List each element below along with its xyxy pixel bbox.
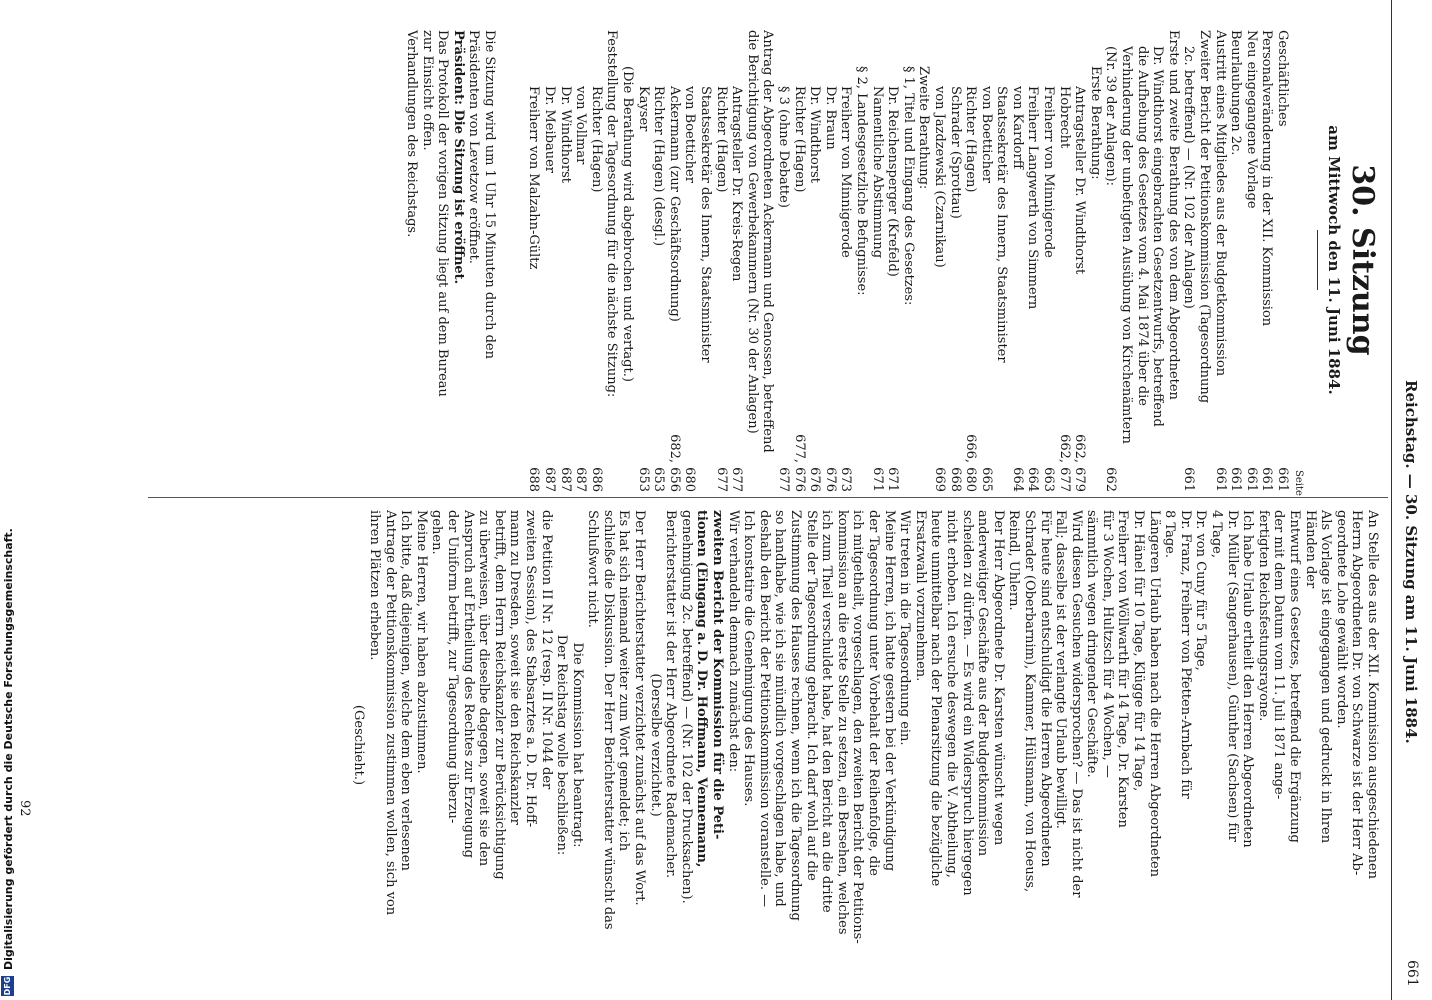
toc-entry-page: 653 xyxy=(651,467,667,492)
text-line: Dr. Franz, Freiherr von Pfetten-Arnbach für xyxy=(1177,510,1193,799)
toc-entry-page: 664 xyxy=(1009,467,1025,492)
text-line: anderweitiger Geschäfte aus der Budgetkommission xyxy=(975,510,991,857)
right-column-body xyxy=(351,510,1380,980)
toc-entry xyxy=(619,30,635,492)
toc-entry xyxy=(635,30,651,492)
toc-entry-page: 677, 676 xyxy=(791,434,807,492)
text-line: Ich habe Urlaub ertheilt den Herren Abgeordneten xyxy=(1240,510,1256,848)
toc-entry-text: Personalveränderung in der XII. Kommission xyxy=(1259,30,1275,327)
toc-entry-page: 662, 679 xyxy=(1072,434,1088,492)
toc-entry-text: Richter (Hagen) (desgl.) xyxy=(651,86,667,247)
toc-entry xyxy=(775,30,791,492)
text-line: heute unmittelbar nach der Plenarsitzung die bezügliche xyxy=(928,510,944,887)
toc-entry xyxy=(682,30,698,492)
text-line: ihren Plätzen erheben. xyxy=(367,510,382,661)
toc-entry xyxy=(697,30,713,492)
text-line: Meine Herren, ich hatte gestern bei der Verkündigung xyxy=(881,510,897,872)
toc-entry xyxy=(1243,30,1259,492)
column-divider xyxy=(148,497,1388,498)
toc-entry xyxy=(1228,30,1244,492)
toc-entry-page: 661 xyxy=(1243,467,1259,492)
text-line: scheiden zu dürfen. — Es wird ein Widerspruch hiergegen xyxy=(959,510,975,896)
text-line: ich zum Theil verschuldet habe, hat den Bericht an die dritte xyxy=(819,510,835,913)
toc-entry xyxy=(573,30,589,492)
toc-entry-page: 668 xyxy=(947,467,963,492)
text-line: Ersatzwahl vorzunehmen. xyxy=(912,510,928,682)
toc-entry-page xyxy=(1150,460,1166,492)
toc-entry-page: 676 xyxy=(807,467,823,492)
toc-entry xyxy=(713,30,729,492)
toc-entry-page: 669 xyxy=(931,467,947,492)
toc-entry-text: § 3 (ohne Debatte) xyxy=(776,86,791,208)
toc-entry-text: Schrader (Sprottau) xyxy=(947,86,963,219)
table-of-contents xyxy=(526,30,1290,492)
toc-entry-text: Richter (Hagen) xyxy=(588,86,604,193)
toc-entry-text: § 1, Titel und Eingang des Gesetzes: xyxy=(900,66,916,306)
text-line: der mit dem Datum vom 11. Juli 1871 ange- xyxy=(1271,510,1287,800)
text-line: Ich konstatire die Genehmigung des Hauses. xyxy=(741,510,757,807)
toc-entry-page: 687 xyxy=(573,467,589,492)
toc-entry-text: Feststellung der Tagesordnung für die nächste Sitzung: xyxy=(604,30,620,398)
text-line: Stelle der Tagesordnung gebracht. Ich darf wohl auf die xyxy=(803,510,819,881)
toc-entry-page: 677 xyxy=(713,467,729,492)
toc-entry xyxy=(1165,30,1181,492)
text-line: Der Herr Berichterstatter verzichtet zunächst auf das Wort. xyxy=(632,510,648,906)
toc-entry-text: Namentliche Abstimmung xyxy=(869,86,885,259)
toc-entry-page xyxy=(1134,460,1150,492)
text-line: Schrader (Oberbarnim), Kammer, Hülsmann, von Hoeuss, xyxy=(1021,510,1037,893)
text-line: der Tagesordnung unter Vorbehalt der Reihenfolge, die xyxy=(866,510,881,876)
toc-entry-text: Richter (Hagen) xyxy=(791,86,807,193)
toc-entry xyxy=(931,30,947,492)
toc-entry-page: 664 xyxy=(1025,467,1041,492)
credit-text: Digitalisierung gefördert durch die Deutsche Forschungsgemeinschaft. xyxy=(2,528,15,970)
toc-entry-text: § 2, Landesgesetzliche Befugnisse: xyxy=(853,66,869,296)
toc-entry-text: Zweite Berathung: xyxy=(916,66,932,190)
toc-entry-text: Dr. Windthorst xyxy=(557,86,573,183)
toc-entry xyxy=(557,30,573,492)
toc-entry-text: Beurlaubungen 2c. xyxy=(1228,30,1244,156)
toc-entry-text: Freiherr von Minnigerode xyxy=(838,86,854,258)
text-line: Längeren Urlaub haben nach die Herren Abgeordneten xyxy=(1146,510,1162,878)
text-line: Entwurf eines Gesetzes, betreffend die Ergänzung xyxy=(1287,510,1303,843)
text-line: Als Vorlage ist eingegangen und gedruckt in Ihren xyxy=(1318,510,1334,844)
toc-entry-page: 661 xyxy=(1181,467,1197,492)
toc-entry-page xyxy=(1087,460,1103,492)
toc-entry xyxy=(1009,30,1025,492)
toc-entry-text: Richter (Hagen) xyxy=(713,86,729,193)
toc-entry-page: 653 xyxy=(635,467,651,492)
toc-entry-text: Staatssekretär des Innern, Staatsminister xyxy=(698,86,714,363)
text-line: Meine Herren, wir haben abzustimmen. xyxy=(413,510,429,774)
text-line: Es hat sich niemand weiter zum Wort gemeldet; ich xyxy=(616,510,632,852)
toc-entry xyxy=(1212,30,1228,492)
text-line: zweiten Session), des Stabsarztes a. D. Dr. Hoff- xyxy=(522,510,538,828)
toc-entry-text: Staatssekretär des Innern, Staatsminister xyxy=(994,86,1010,363)
text-line: Für heute sind entschuldigt die Herren Abgeordneten xyxy=(1037,510,1053,867)
toc-entry xyxy=(791,30,807,492)
toc-entry-text: Freiherr von Minnigerode xyxy=(1041,86,1057,258)
toc-entry-page: 677 xyxy=(776,467,791,492)
toc-entry-text: Antragsteller Dr. Windthorst xyxy=(1072,86,1088,275)
toc-entry xyxy=(947,30,963,492)
text-line: ich mitgetheilt, vorgeschlagen, den zweiten Bericht der Petitions- xyxy=(850,510,866,944)
toc-entry-page: 688 xyxy=(526,467,542,492)
text-line: geordnete Lohe gewählt worden. xyxy=(1333,510,1349,729)
text-line: Anspruch auf Ertheilung des Rechtes zur Erzeugung xyxy=(460,510,476,858)
text-line: genehmigung 2c. betreffend) — (Nr. 102 der Drucksachen). xyxy=(678,510,694,904)
running-head-title: Reichstag. — 30. Sitzung am 11. Juni 1884. xyxy=(1402,380,1420,744)
text-line: Antrage der Petitionskommission zustimmen wollen, sich von xyxy=(382,510,398,916)
text-line: Zustimmung des Hauses rechnen, wenn ich die Tagesordnung xyxy=(788,510,804,921)
dfg-logo: DFG xyxy=(3,976,12,996)
text-line: Fall; dasselbe ist der verlangte Urlaub bewilligt. xyxy=(1053,510,1069,829)
text-line: Freiherr von Wöllwarth für 14 Tage, Dr. Karsten xyxy=(1115,510,1131,828)
toc-entry xyxy=(853,30,869,492)
toc-entry-text: von Vollmar xyxy=(573,86,589,165)
text-line: zweiten Bericht der Kommission für die Peti- xyxy=(710,510,726,840)
toc-entry-text: Verhinderung der unbefugten Ausübung von Kirchenämtern xyxy=(1119,46,1135,444)
toc-entry-text: Erste und zweite Berathung des von dem Abgeordneten xyxy=(1165,30,1181,400)
toc-entry xyxy=(869,30,885,492)
toc-entry-page: 687 xyxy=(542,467,558,492)
text-line: Der Reichstag wolle beschließen: xyxy=(554,634,570,856)
toc-entry xyxy=(651,30,667,492)
text-line: gehen. xyxy=(429,510,445,555)
text-line: Dr. Hänel für 10 Tage, Klügge für 14 Tage, xyxy=(1131,510,1147,792)
text-line: betrifft, dem Herrn Reichskanzler zur Berücksichtigung xyxy=(491,510,507,880)
toc-entry xyxy=(900,30,916,492)
text-line: 4 Tage, xyxy=(1209,510,1225,558)
toc-entry-text: Kayser xyxy=(635,86,651,132)
text-line: Dr. Müller (Sangerhausen), Günther (Sachsen) für xyxy=(1224,510,1240,842)
toc-entry-page xyxy=(604,460,620,492)
toc-entry-text: Austritt eines Mitgliedes aus der Budgetkommission xyxy=(1212,30,1228,377)
toc-entry xyxy=(1181,30,1197,492)
text-line: kommission an die erste Stelle zu setzen, ein Bersehen, welches xyxy=(834,510,850,935)
toc-entry xyxy=(916,30,932,492)
toc-entry-text: Dr. Meibauer xyxy=(542,86,558,173)
session-number: 30. Sitzung xyxy=(1345,164,1380,356)
toc-entry-text: von Boetticher xyxy=(978,86,994,183)
text-line: Dr. von Cuny für 5 Tage, xyxy=(1193,510,1209,671)
toc-entry-page: 680 xyxy=(682,467,698,492)
toc-entry-text: 2c. betreffend) — (Nr. 102 der Anlagen) xyxy=(1181,46,1197,309)
digitization-credit xyxy=(0,0,18,1000)
toc-entry-page: 665 xyxy=(978,467,994,492)
toc-entry-page: 686 xyxy=(588,467,604,492)
toc-entry-page: 661 xyxy=(1212,467,1228,492)
toc-entry xyxy=(729,30,745,492)
toc-entry-page: 661 xyxy=(1275,467,1290,492)
toc-entry xyxy=(666,30,682,492)
text-line: Präsidenten von Levetzow eröffnet. xyxy=(466,30,482,264)
text-line: Schlußwort nicht. xyxy=(585,510,601,628)
text-line: sämmtlich wegen dringender Geschäfte. xyxy=(1084,510,1100,778)
text-line: Ich bitte, daß diejenigen, welche dem eben verlesenen xyxy=(398,510,414,871)
session-heading xyxy=(1317,30,1380,490)
toc-entry xyxy=(526,30,542,492)
toc-entry-page: 662 xyxy=(1103,467,1119,492)
toc-entry-text: (Nr. 39 der Anlagen): xyxy=(1103,46,1119,187)
text-line: Herrn Abgeordneten Dr. von Schwarze ist der Herr Ab- xyxy=(1349,510,1365,876)
toc-entry-text: Neu eingegangene Vorlage xyxy=(1243,30,1259,209)
toc-entry-page: 682, 656 xyxy=(666,434,682,492)
text-line: Verhandlungen des Reichstags. xyxy=(404,30,420,238)
toc-entry xyxy=(1118,30,1134,492)
toc-entry-page: 661 xyxy=(1228,467,1244,492)
toc-entry-page xyxy=(760,460,776,492)
toc-entry-text: Zweiter Bericht der Petitionskommission (Tagesordnung xyxy=(1197,30,1213,404)
toc-entry-text: Freiherr Langwerth von Simmern xyxy=(1025,86,1041,310)
header-rule xyxy=(1391,0,1392,1000)
text-line: der Uniform betrifft, zur Tagesordnung überzu- xyxy=(444,510,460,824)
toc-entry-text: Antragsteller Dr. Kreis-Regen xyxy=(729,86,745,282)
text-line: Der Herr Abgeordnete Dr. Karsten wünscht wegen xyxy=(990,510,1006,846)
text-line: deshalb den Bericht der Petitionskommission voranstelle. — xyxy=(756,510,772,908)
text-line: Das Protokoll der vorigen Sitzung liegt auf dem Bureau xyxy=(435,30,451,397)
toc-entry xyxy=(1072,30,1088,492)
text-line: schließe die Diskussion. Der Herr Berichterstatter wünscht das xyxy=(600,510,616,930)
toc-entry-page xyxy=(697,460,713,492)
text-line: die Petition II Nr. 12 (resp. II Nr. 1044 der xyxy=(538,510,554,790)
toc-entry xyxy=(1087,30,1103,492)
toc-entry-page: 666, 680 xyxy=(963,434,979,492)
toc-entry-text: Freiherr von Malzahn-Gültz xyxy=(526,86,542,270)
credit-strip xyxy=(0,0,18,1000)
toc-entry-page: 687 xyxy=(557,467,573,492)
toc-entry-page xyxy=(900,460,916,492)
seite-label: Seite xyxy=(1293,470,1304,496)
text-line: Die Sitzung wird um 1 Uhr 15 Minuten durch den xyxy=(482,30,497,359)
text-line: Berichterstatter ist der Herr Abgeordnete Rademacher. xyxy=(663,510,679,879)
toc-entry-text: von Boetticher xyxy=(682,86,698,183)
toc-entry xyxy=(1196,30,1212,492)
toc-entry xyxy=(1134,30,1150,492)
text-line: Präsident: Die Sitzung ist eröffnet. xyxy=(450,30,466,285)
toc-entry-text: von Jazdzewski (Czarnikau) xyxy=(931,86,947,268)
text-line: Wir verhandeln demnach zunächst den: xyxy=(725,510,741,773)
toc-entry xyxy=(1056,30,1072,492)
toc-entry-page: 662, 677 xyxy=(1056,434,1072,492)
toc-entry xyxy=(604,30,620,492)
toc-entry xyxy=(963,30,979,492)
toc-entry xyxy=(978,30,994,492)
session-date: am Mittwoch den 11. Juni 1884. xyxy=(1325,125,1343,395)
toc-entry-text: (Die Berathung wird abgebrochen und vertagt.) xyxy=(620,66,636,382)
toc-entry-text: Antrag der Abgeordneten Ackermann und Genossen, betreffend xyxy=(760,30,776,453)
toc-entry xyxy=(1274,30,1290,492)
text-line: nicht erhoben. Ich ersuche deswegen die V. Abtheilung, xyxy=(943,510,959,878)
toc-entry xyxy=(885,30,901,492)
text-line: Reindl, Uhlern. xyxy=(1006,510,1022,611)
toc-entry-text: die Aufhebung des Gesetzes vom 4. Mai 1874 über die xyxy=(1134,46,1150,406)
toc-entry-text: Hobrecht xyxy=(1056,86,1072,149)
toc-entry-page xyxy=(994,460,1010,492)
text-line: zur Einsicht offen. xyxy=(419,30,435,151)
toc-entry-page: 661 xyxy=(1259,467,1275,492)
toc-entry-page xyxy=(744,460,760,492)
text-line: (Derselbe verzichtet.) xyxy=(647,673,663,817)
toc-entry-text: Dr. Reichensperger (Krefeld) xyxy=(885,86,901,277)
toc-entry-page xyxy=(916,460,932,492)
text-line: tionen (Eingang a. D. Dr. Hoffmann, Vennemann, xyxy=(694,510,710,868)
toc-entry-page xyxy=(853,460,869,492)
text-line: Wir treten in die Tagesordnung ein. xyxy=(897,510,913,746)
toc-entry xyxy=(838,30,854,492)
toc-entry-text: Richter (Hagen) xyxy=(963,86,979,193)
text-line: An Stelle des aus der XII. Kommission ausgeschiedenen xyxy=(1365,510,1380,880)
toc-entry-page xyxy=(1118,460,1134,492)
toc-entry xyxy=(994,30,1010,492)
toc-entry-text: die Berichtigung von Gewerbekammern (Nr. 30 der Anlagen) xyxy=(744,30,760,434)
text-line: 8 Tage. xyxy=(1162,510,1178,558)
toc-entry-page: 676 xyxy=(822,467,838,492)
toc-entry-text: von Kardorff xyxy=(1009,86,1025,169)
toc-entry-page: 663 xyxy=(1041,467,1057,492)
toc-entry xyxy=(1041,30,1057,492)
text-line: für 3 Wochen, Hultzsch für 4 Wochen, — xyxy=(1099,510,1115,778)
toc-entry xyxy=(760,30,776,492)
toc-entry xyxy=(542,30,558,492)
toc-entry-page: 673 xyxy=(838,467,854,492)
toc-entry xyxy=(822,30,838,492)
toc-entry-text: Ackermann (zur Geschäftsordnung) xyxy=(666,86,682,322)
text-line: (Geschieht.) xyxy=(351,704,367,786)
text-line: mann zu Dresden, soweit sie den Reichskanzler xyxy=(507,510,523,825)
text-line: fertigten Reichsfestungsrayone. xyxy=(1255,510,1271,722)
toc-entry-page xyxy=(1196,460,1212,492)
toc-entry xyxy=(807,30,823,492)
text-line: zu überweisen, über dieselbe dagegen, soweit sie den xyxy=(476,510,492,867)
toc-entry-text: Dr. Windthorst eingebrachten Gesetzentwurfs, betreffend xyxy=(1150,46,1166,427)
toc-entry-page: 671 xyxy=(869,467,885,492)
toc-entry-page: 677 xyxy=(729,467,745,492)
heading-rule xyxy=(1317,230,1318,290)
toc-entry xyxy=(1150,30,1166,492)
toc-entry xyxy=(1025,30,1041,492)
text-line: Wird diesen Gesuchen widersprochen? — Das ist nicht der xyxy=(1068,510,1084,898)
toc-entry-page xyxy=(619,460,635,492)
toc-entry-page: 671 xyxy=(885,467,901,492)
left-column-body xyxy=(403,30,497,492)
toc-entry-text: Geschäftliches xyxy=(1275,30,1290,127)
toc-entry-text: Erste Berathung: xyxy=(1087,66,1103,180)
running-head-page-number: 661 xyxy=(1404,960,1420,987)
toc-entry xyxy=(588,30,604,492)
text-line: Händen der xyxy=(1302,510,1318,589)
toc-entry-text: Dr. Braun xyxy=(822,86,838,150)
page-number-bottom: 92 xyxy=(17,800,32,817)
text-line: Die Kommission hat beantragt: xyxy=(569,642,585,848)
toc-entry xyxy=(744,30,760,492)
running-head xyxy=(1392,0,1432,1000)
toc-entry xyxy=(1103,30,1119,492)
text-line: so handhabe, wie ich sie mündlich vorgeschlagen habe, und xyxy=(772,510,788,907)
toc-entry-text: Dr. Windthorst xyxy=(807,86,823,183)
toc-entry xyxy=(1259,30,1275,492)
toc-entry-page xyxy=(1165,460,1181,492)
